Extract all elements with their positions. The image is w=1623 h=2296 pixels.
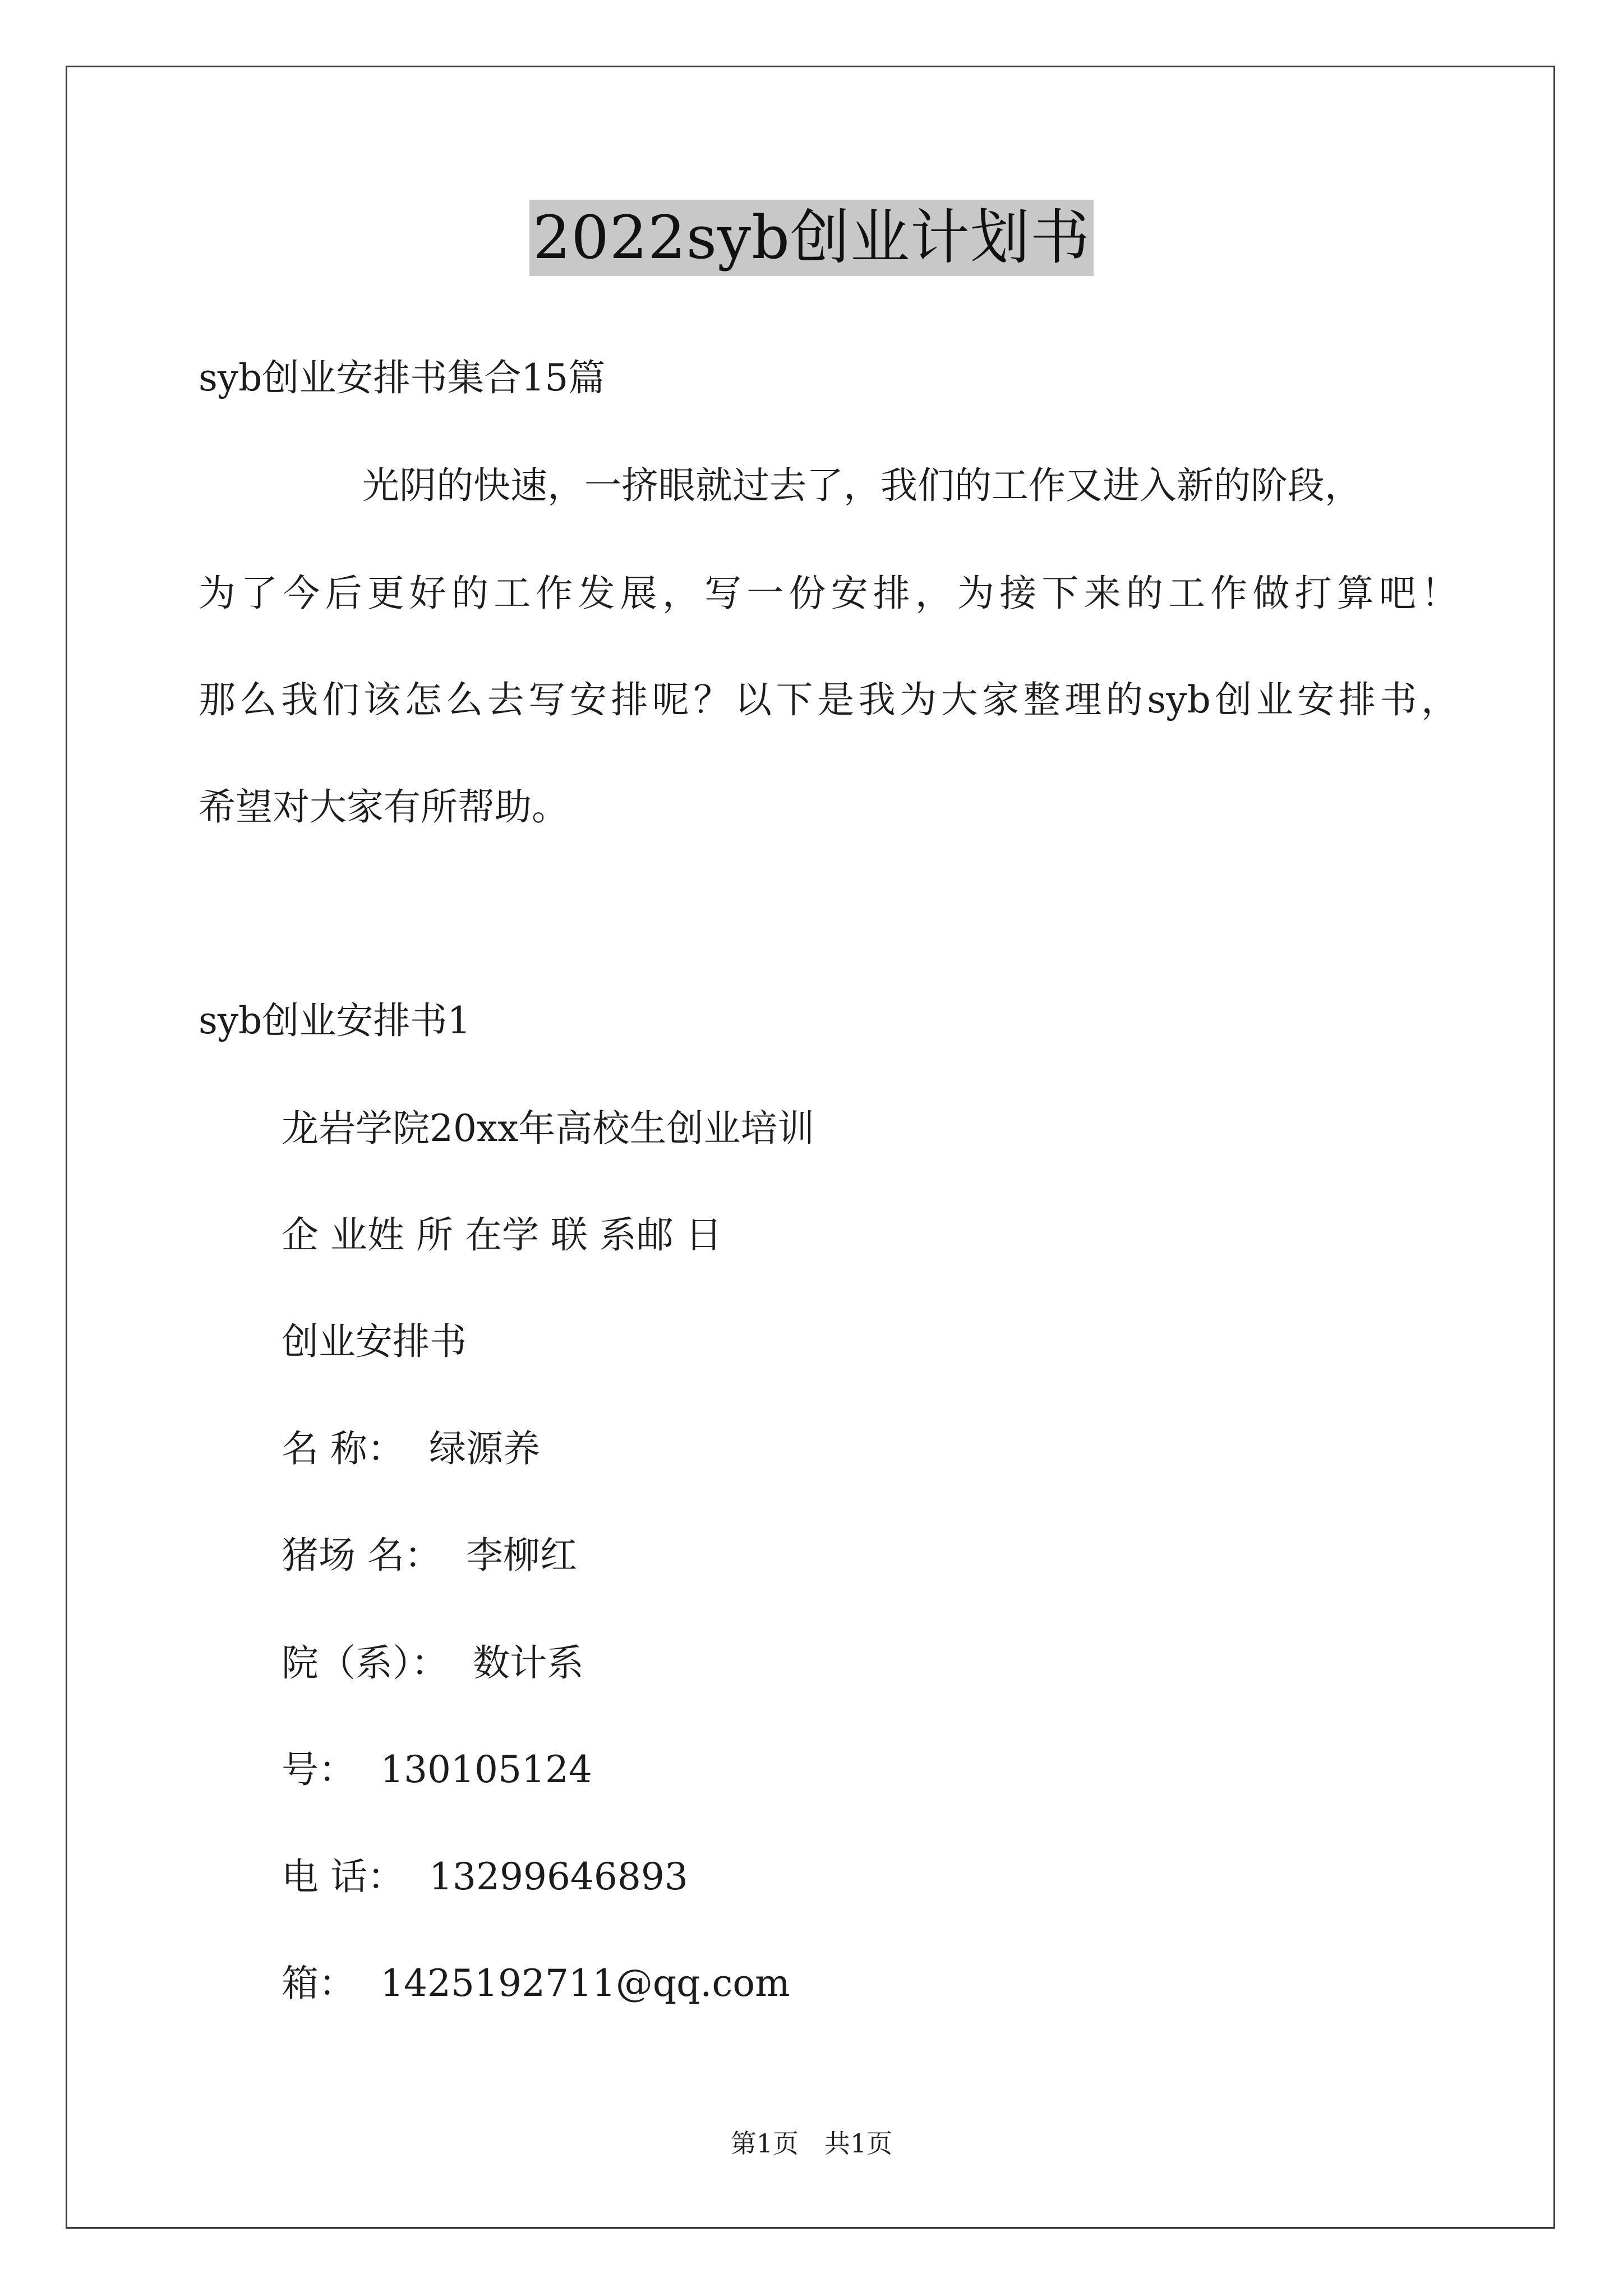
field-person-name [282, 1533, 577, 1578]
section-heading: syb创业安排书1 [199, 999, 471, 1042]
field-value: 1425192711@qq.com [380, 1962, 790, 2005]
intro-line-4: 希望对大家有所帮助。 [199, 785, 569, 829]
field-name [282, 1427, 540, 1471]
field-student-number [282, 1747, 592, 1792]
field-department [282, 1641, 584, 1686]
field-value: 130105124 [380, 1748, 592, 1791]
title-block [0, 200, 1623, 276]
field-label: 院（系）： [282, 1641, 448, 1685]
field-label: 猪场 名： [282, 1534, 441, 1577]
field-value: 13299646893 [428, 1855, 688, 1898]
section-line-3: 创业安排书 [282, 1320, 467, 1363]
field-label: 号： [282, 1748, 356, 1791]
intro-line-2: 为了今后更好的工作发展，写一份安排，为接下来的工作做打算吧！ [199, 572, 1458, 615]
page-footer: 第1页 共1页 [730, 2128, 893, 2159]
intro-line-1: 光阴的快速，一挤眼就过去了，我们的工作又进入新的阶段， [362, 464, 1362, 507]
field-label: 名 称： [282, 1427, 404, 1470]
section-line-1: 龙岩学院20xx年高校生创业培训 [282, 1107, 815, 1150]
intro-line-3: 那么我们该怎么去写安排呢？以下是我为大家整理的syb创业安排书， [199, 678, 1458, 721]
field-phone [282, 1855, 688, 1899]
section-line-2: 企 业姓 所 在学 联 系邮 日 [282, 1213, 722, 1257]
field-value: 绿源养 [428, 1427, 540, 1470]
field-value: 李柳红 [465, 1534, 577, 1577]
field-label: 箱： [282, 1962, 356, 2005]
field-label: 电 话： [282, 1855, 404, 1898]
document-title: 2022syb创业计划书 [529, 200, 1094, 276]
field-email [282, 1961, 790, 2006]
field-value: 数计系 [473, 1641, 584, 1685]
document-subtitle: syb创业安排书集合15篇 [199, 356, 606, 399]
